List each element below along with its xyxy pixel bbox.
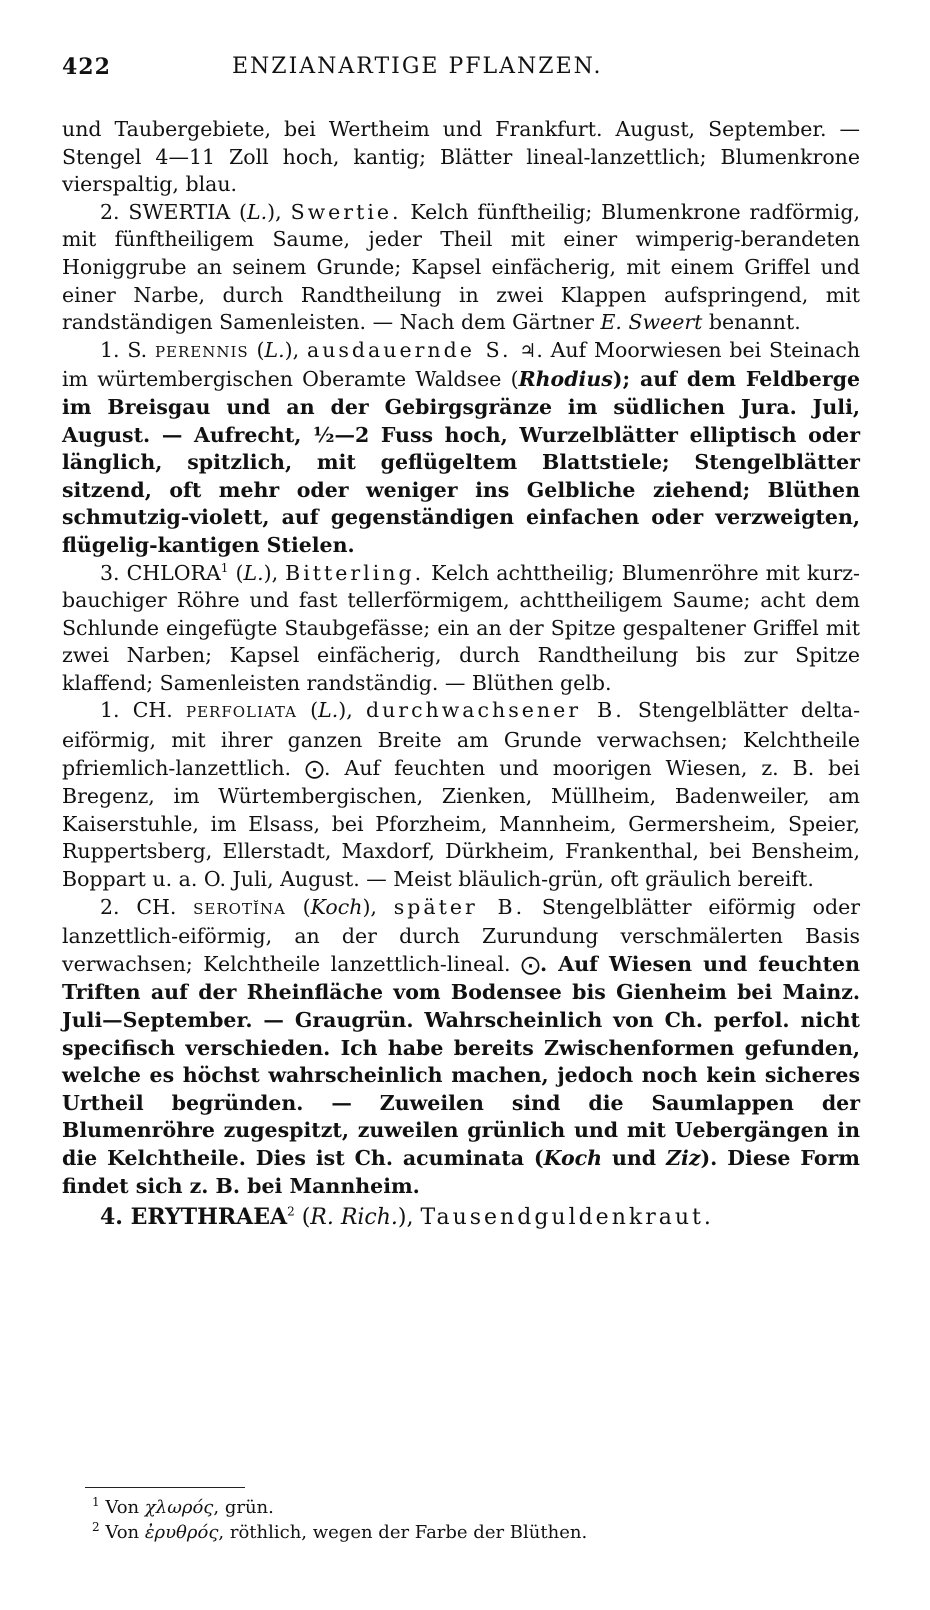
annual-symbol-icon: ⨀ xyxy=(305,757,325,780)
common-name: ausdauernde S. xyxy=(306,337,512,362)
footnote-2: $^2$ Von ἐρυθρός, röthlich, wegen der Farbe der Blüthen. xyxy=(92,1520,588,1543)
paragraph-genus-swertia: 2. SWERTIA (L.), Swertie. Kelch fünftheilig; Blumenkrone radförmig, mit fünftheiligem Saume, jeder Theil mit einer wimperig-berandeten Honiggrube an seinem Grunde; Kapsel einfächerig, mit einem Griffel und einer Narbe, durch Randtheilung in zwei Klappen aufspringend, mit randständigen Samenleisten. — Nach dem Gärtner E. Sweert benannt. xyxy=(62,199,861,335)
paragraph-genus-erythraea: 4. ERYTHRAEA$^2$ (R. Rich.), Tausendguldenkraut. xyxy=(100,1204,714,1231)
species-name: PERENNIS xyxy=(154,342,249,361)
paragraph-genus-chlora: 3. CHLORA$^1$ (L.), Bitterling. Kelch achttheilig; Blumenröhre mit kurz-bauchiger Röhre und fast tellerförmigem, achttheiligem Saume; acht dem Schlunde eingefügte Staubgefässe; ein an der Spitze gespaltener Griffel mit zwei Narben; Kapsel einfächerig, durch Randtheilung bis zur Spitze klaffend; Samenleisten randständig. — Blüthen gelb. xyxy=(62,560,860,695)
body-text xyxy=(62,116,860,1233)
footnote-divider xyxy=(85,1487,245,1488)
species-name: SEROTĬNA xyxy=(193,899,286,918)
perennial-symbol-icon: ♃ xyxy=(519,339,537,362)
paragraph-swertia-perennis: 1. S. PERENNIS (L.), ausdauernde S. ♃. Auf Moorwiesen bei Steinach im würtembergischen Oberamte Waldsee (Rhodius); auf dem Feldberge im Breisgau und an der Gebirgsgränze im südlichen Jura. Juli, August. — Aufrecht, ½—2 Fuss hoch, Wurzelblätter elliptisch oder länglich, spitzlich, mit geflügeltem Blattstiele; Stengelblätter sitzend, oft mehr oder weniger ins Gelbliche ziehend; Blüthen schmutzig-violett, auf gegenständigen einfachen oder verzweigten, flügelig-kantigen Stielen. xyxy=(62,337,861,557)
common-name: durchwachsener B. xyxy=(365,698,625,723)
common-name: später B. xyxy=(393,894,526,919)
page-header xyxy=(62,54,852,90)
paragraph-chlora-perfoliata: 1. CH. PERFOLIATA (L.), durchwachsener B. Stengelblätter delta-eiförmig, mit ihrer ganzen Breite am Grunde verwachsen; Kelchtheile pfriemlich-lanzettlich. ⨀. Auf feuchten und moorigen Wiesen, z. B. bei Bregenz, im Würtembergischen, Zienken, Müllheim, Badenweiler, am Kaiserstuhle, im Elsass, bei Pforzheim, Mannheim, Germersheim, Speier, Ruppertsberg, Ellerstadt, Maxdorf, Dürkheim, Frankenthal, bei Bensheim, Boppart u. a. O. Juli, August. — Meist bläulich-grün, oft gräulich bereift. xyxy=(62,698,861,892)
footnotes xyxy=(92,1495,832,1545)
footnote-1: $^1$ Von χλωρός, grün. xyxy=(92,1495,274,1518)
common-name: Tausendguldenkraut. xyxy=(420,1205,714,1231)
paragraph-gentiana-continuation: und Taubergebiete, bei Wertheim und Frankfurt. August, September. — Stengel 4—11 Zoll hoch, kantig; Blätter lineal-lanzettlich; Blumenkrone vierspaltig, blau. xyxy=(62,117,860,197)
common-name: Swertie. xyxy=(290,199,402,224)
annual-symbol-icon: ⨀ xyxy=(521,953,541,976)
running-title: ENZIANARTIGE PFLANZEN. xyxy=(232,54,603,79)
footnote-ref-2: 2 xyxy=(287,1204,295,1219)
footnote-ref-1: 1 xyxy=(220,560,229,575)
page-number: 422 xyxy=(62,54,111,80)
paragraph-chlora-serotina: 2. CH. SEROTĬNA (Koch), später B. Stengelblätter eiförmig oder lanzettlich-eiförmig, an der durch Zurundung verschmälerten Basis verwachsen; Kelchtheile lanzettlich-lineal. ⨀. Auf Wiesen und feuchten Triften auf der Rheinfläche vom Bodensee bis Gienheim bei Mainz. Juli—September. — Graugrün. Wahrscheinlich von Ch. perfol. nicht specifisch verschieden. Ich habe bereits Zwischenformen gefunden, welche es höchst wahrscheinlich machen, jedoch noch kein sicheres Urtheil begründen. — Zuweilen sind die Saumlappen der Blumenröhre zugespitzt, zuweilen grünlich und mit Uebergängen in die Kelchtheile. Dies ist Ch. acuminata (Koch und Ziz). Diese Form findet sich z. B. bei Mannheim. xyxy=(62,894,861,1198)
species-name: PERFOLIATA xyxy=(185,703,297,722)
common-name: Bitterling. xyxy=(285,560,425,585)
